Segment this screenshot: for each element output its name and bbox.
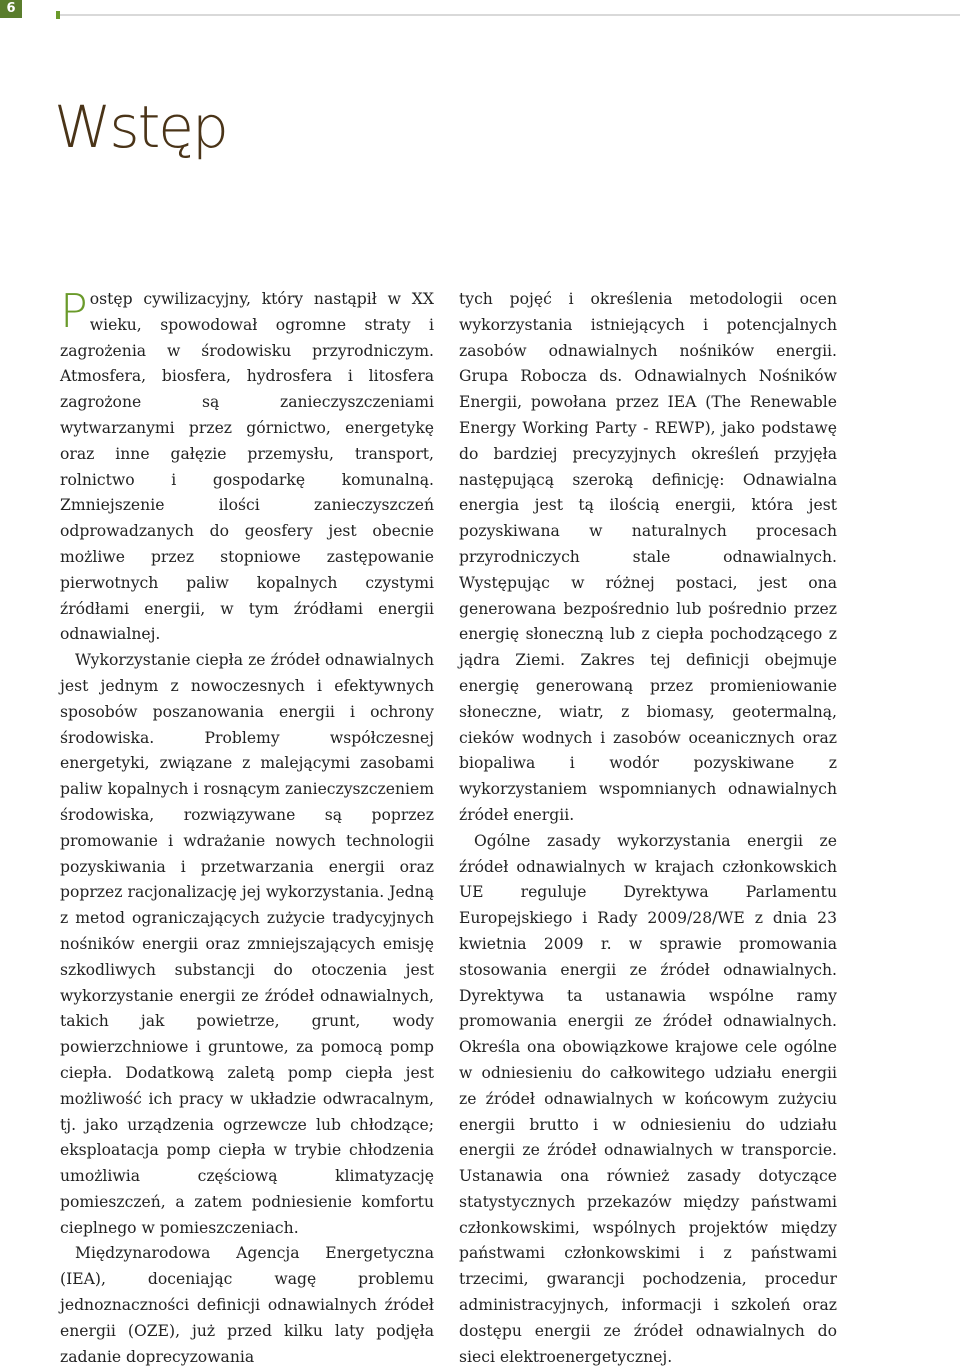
paragraph-intro-text: ostęp cywilizacyjny, który nastąpił w XX wieku, spowodował ogromne straty i zagrożenia w środowisku przyrodniczym. Atmosfera, biosfera, hydrosfera i litosfera zagrożone są zanieczyszczeniami wytwarzanymi przez górnictwo, energetykę oraz inne gałęzie przemysłu, transport, rolnictwo i gospodarkę komunalną. Zmniejszenie ilości zanieczyszczeń odprowadzanych do geosfery jest obecnie możliwe przez stopniowe zastępowanie pierwotnych paliw kopalnych czystymi źródłami energii, w tym źródłami energii odnawialnej. [60, 290, 434, 644]
paragraph-intro [60, 284, 434, 648]
right-column [459, 287, 837, 1370]
paragraph-iea: Międzynarodowa Agencja Energetyczna (IEA), doceniając wagę problemu jednoznaczności definicji odnawialnych źródeł energii (OZE), już przed kilku laty podjęła zadanie doprecyzowania [60, 1244, 434, 1366]
paragraph-definition: tych pojęć i określenia metodologii ocen wykorzystania istniejących i potencjalnych zasobów odnawialnych nośników energii. Grupa Robocza ds. Odnawialnych Nośników Energii, powołana przez IEA (The Renewable Energy Working Party - REWP), jako podstawę do bardziej precyzyjnych określeń przyjęła następującą szeroką definicję: Odnawialna energia jest tą ilością energii, która jest pozyskiwana w naturalnych procesach przyrodniczych stale odnawialnych. Występując w różnej postaci, jest ona generowana bezpośrednio lub pośrednio przez energię słoneczną lub z ciepła pochodzącego z jądra Ziemi. Zakres tej definicji obejmuje energię generowaną przez promieniowanie słoneczne, wiatr, z biomasy, geotermalną, cieków wodnych i zasobów oceanicznych oraz biopaliwa i wodór pozyskiwane z wykorzystaniem wspomnianych odnawialnych źródeł energii. [459, 290, 837, 824]
paragraph-heat-sources: Wykorzystanie ciepła ze źródeł odnawialnych jest jednym z nowoczesnych i efektywnych sposobów poszanowania energii i ochrony środowiska. Problemy współczesnej energetyki, związane z malejącymi zasobami paliw kopalnych i rosnącym zanieczyszczeniem środowiska, rozwiązywane są poprzez promowanie i wdrażanie nowych technologii pozyskiwania i przetwarzania energii oraz poprzez racjonalizację jej wykorzystania. Jedną z metod ograniczających zużycie tradycyjnych nośników energii oraz zmniejszających emisję szkodliwych substancji do otoczenia jest wykorzystanie energii ze źródeł odnawialnych, takich jak powietrze, grunt, wody powierzchniowe i gruntowe, za pomocą pomp ciepła. Dodatkową zaletą pomp ciepła jest możliwość ich pracy w układzie odwracalnym, tj. jako urządzenia ogrzewcze lub chłodzące; eksploatacja pomp ciepła w trybie chłodzenia umożliwia częściową klimatyzację pomieszczeń, a zatem podniesienie komfortu cieplnego w pomieszczeniach. [60, 651, 434, 1237]
chapter-title: Wstęp [54, 93, 227, 161]
header-rule-accent [56, 11, 60, 19]
paragraph-directive: Ogólne zasady wykorzystania energii ze źródeł odnawialnych w krajach członkowskich UE reguluje Dyrektywa Parlamentu Europejskiego i Rady 2009/28/WE z dnia 23 kwietnia 2009 r. w sprawie promowania stosowania energii ze źródeł odnawialnych. Dyrektywa ta ustanawia wspólne ramy promowania energii ze źródeł odnawialnych. Określa ona obowiązkowe krajowe cele ogólne w odniesieniu do całkowitego udziału energii ze źródeł odnawialnych w końcowym zużyciu energii brutto i w odniesieniu do udziału energii ze źródeł odnawialnych w transporcie. Ustanawia ona również zasady dotyczące statystycznych przekazów między państwami członkowskimi, wspólnych projektów między państwami członkowskimi i z państwami trzecimi, gwarancji pochodzenia, procedur administracyjnych, informacji i szkoleń oraz dostępu energii ze źródeł odnawialnych do sieci elektroenergetycznej. [459, 831, 837, 1366]
page-number: 6 [0, 0, 22, 18]
header-rule [58, 14, 960, 16]
left-column [60, 284, 434, 1370]
drop-cap: P [60, 284, 88, 338]
